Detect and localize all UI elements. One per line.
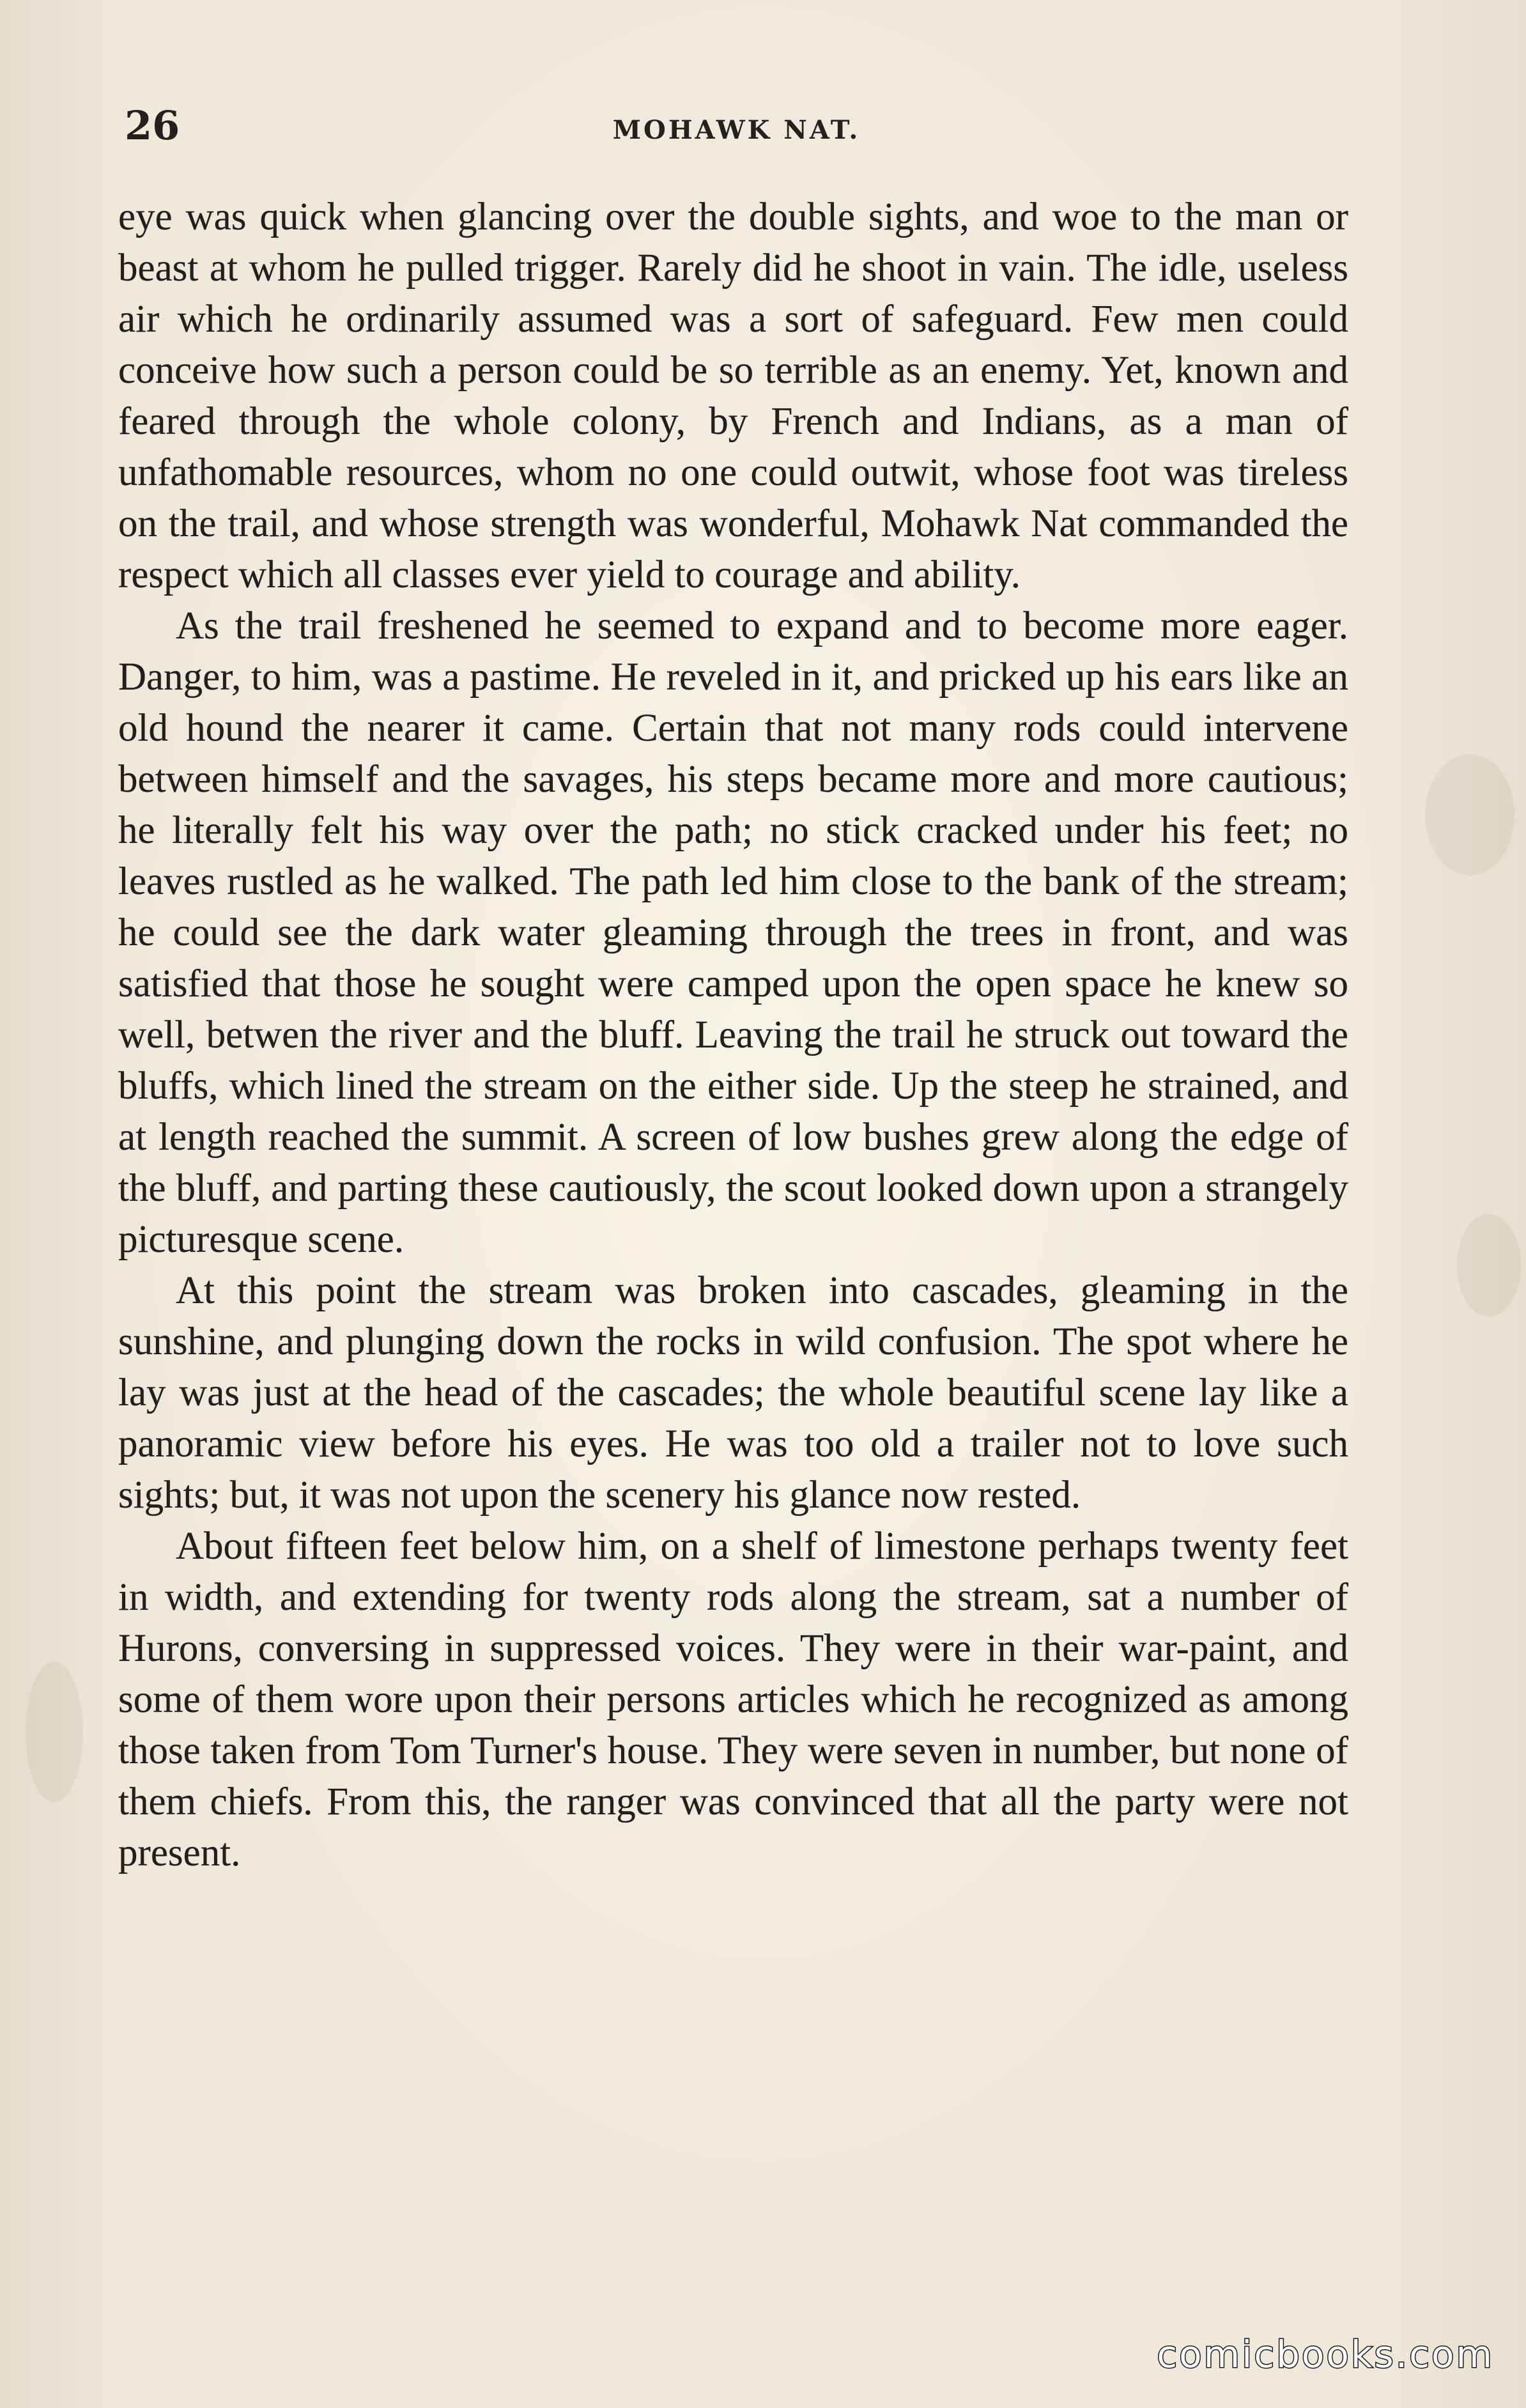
paragraph: eye was quick when glancing over the double sights, and woe to the man or beast at whom he pulled trigger. Rarely did he shoot in vain. The idle, useless air which he ordinarily assumed was a sort of safeguard. Few men could conceive how such a person could be so terrible as an enemy. Yet, known and feared through the whole colony, by French and Indians, as a man of unfathomable resources, whom no one could outwit, whose foot was tireless on the trail, and whose strength was wonderful, Mohawk Nat commanded the respect which all classes ever yield to courage and ability.	[118, 196, 1348, 596]
page-header	[125, 96, 1348, 166]
paragraph: As the trail freshened he seemed to expand and to become more eager. Danger, to him, was a pastime. He reveled in it, and pricked up his ears like an old hound the nearer it came. Certain that not many rods could intervene between himself and the savages, his steps became more and more cautious; he literally felt his way over the path; no stick cracked under his feet; no leaves rustled as he walked. The path led him close to the bank of the stream; he could see the dark water gleaming through the trees in front, and was satisfied that those he sought were camped upon the open space he knew so well, betwen the river and the bluff. Leaving the trail he struck out toward the bluffs, which lined the stream on the either side. Up the steep he strained, and at length reached the summit. A screen of low bushes grew along the edge of the bluff, and parting these cautiously, the scout looked down upon a strangely picturesque scene.	[118, 605, 1348, 1261]
body-text	[118, 192, 1348, 1879]
watermark: comicbooks.com	[1157, 2333, 1494, 2376]
running-head: MOHAWK NAT.	[612, 115, 861, 145]
paper-stain	[26, 1662, 83, 1802]
page-number: 26	[125, 102, 180, 149]
paragraph: At this point the stream was broken into cascades, gleaming in the sunshine, and plunging down the rocks in wild confusion. The spot where he lay was just at the head of the cascades; the whole beautiful scene lay like a panoramic view before his eyes. He was too old a trailer not to love such sights; but, it was not upon the scenery his glance now rested.	[118, 1269, 1348, 1517]
paragraph: About fifteen feet below him, on a shelf of limestone perhaps twenty feet in width, and extending for twenty rods along the stream, sat a number of Hurons, conversing in suppressed voices. They were in their war-paint, and some of them wore upon their persons articles which he recognized as among those taken from Tom Turner's house. They were seven in number, but none of them chiefs. From this, the ranger was convinced that all the party were not present.	[118, 1525, 1348, 1874]
paper-stain	[1457, 1214, 1521, 1316]
paper-stain	[1425, 754, 1514, 876]
